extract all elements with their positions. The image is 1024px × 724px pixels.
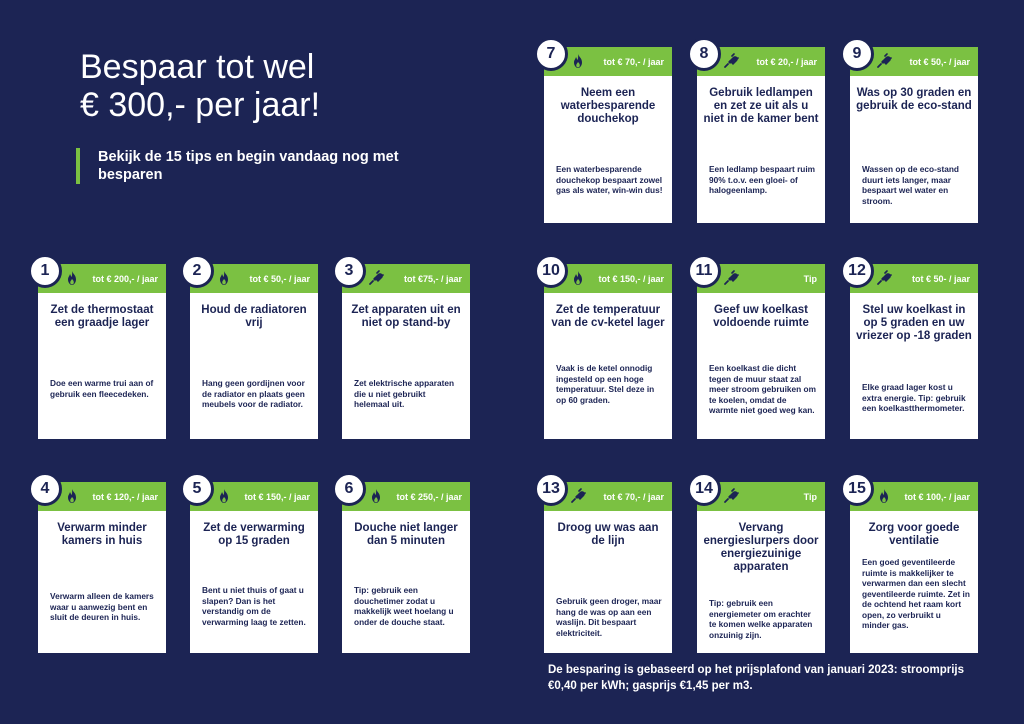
tip-body: Een goed geventileerde ruimte is makkelijker te verwarmen dan een slecht geventileerde ruimte. Zet in de ochtend het raam kort open, zo verbruikt u minder gas. [862,557,970,630]
tip-body: Een waterbesparende douchekop bespaart zowel gas als water, win-win dus! [556,164,663,195]
flame-icon [216,488,232,504]
flame-icon [570,270,586,286]
tip-title: Neem een waterbesparende douchekop [560,87,656,125]
tip-title: Stel uw koelkast in op 5 graden en uw vriezer op -18 graden [856,304,972,342]
savings-tag: tot € 70,- / jaar [603,491,664,502]
savings-tag: tot € 200,- / jaar [92,273,158,284]
tip-body: Een koelkast die dicht tegen de muur staat zal meer stroom gebruiken om te koelen, omdat de warmte niet goed weg kan. [709,363,816,415]
tip-number: 1 [28,254,62,288]
savings-tag: tot € 150,- / jaar [598,273,664,284]
tip-card [697,264,825,439]
tip-number: 13 [534,472,568,506]
tip-body: Verwarm alleen de kamers waar u aanwezig bent en sluit de deuren in huis. [50,591,154,622]
savings-tag: tot € 50,- / jaar [249,273,310,284]
tip-number: 4 [28,472,62,506]
tip-number: 3 [332,254,366,288]
flame-icon [64,270,80,286]
tip-title: Was op 30 graden en gebruik de eco-stand [856,87,972,112]
footnote: De besparing is gebaseerd op het prijsplafond van januari 2023: stroomprijs €0,40 per kWh; gasprijs €1,45 per m3. [548,664,965,692]
subline: Bekijk de 15 tips en begin vandaag nog met besparen [76,148,418,184]
tip-number: 10 [534,254,568,288]
tip-number: 2 [180,254,214,288]
headline: Bespaar tot wel € 300,- per jaar! [80,48,321,124]
flame-icon [368,488,384,504]
tip-body: Vaak is de ketel onnodig ingesteld op een hoge temperatuur. Stel deze in op 60 graden. [556,363,655,405]
savings-tag: Tip [803,273,817,284]
savings-tag: tot €75,- / jaar [403,273,462,284]
savings-tag: tot € 120,- / jaar [92,491,158,502]
tip-card [190,264,318,439]
tip-card [850,482,978,653]
tip-body: Tip: gebruik een energiemeter om erachter te komen welke apparaten onzuinig zijn. [709,598,813,640]
tip-number: 11 [687,254,721,288]
plug-icon [876,53,892,69]
tip-body: Tip: gebruik een douchetimer zodat u makkelijk weet hoelang u onder de douche staat. [354,585,454,627]
tip-body: Wassen op de eco-stand duurt iets langer, maar bespaart wel water en stroom. [862,164,959,206]
tip-title: Zorg voor goede ventilatie [868,522,960,547]
savings-tag: tot € 150,- / jaar [244,491,310,502]
tip-number: 12 [840,254,874,288]
tip-title: Zet de verwarming op 15 graden [203,522,305,547]
savings-tag: tot € 70,- / jaar [603,56,664,67]
tip-card [697,482,825,653]
plug-icon [723,270,739,286]
tip-number: 8 [687,37,721,71]
tip-title: Droog uw was aan de lijn [557,522,659,547]
tip-card [544,482,672,653]
tip-title: Gebruik ledlampen en zet ze uit als u niet in de kamer bent [703,87,819,125]
tip-title: Vervang energieslurpers door energiezuinige apparaten [703,522,819,573]
plug-icon [876,270,892,286]
tip-card [342,482,470,653]
tip-number: 14 [687,472,721,506]
savings-tag: tot € 100,- / jaar [904,491,970,502]
flame-icon [570,53,586,69]
tip-number: 15 [840,472,874,506]
tip-title: Zet de thermostaat een graadje lager [50,304,154,329]
tip-body: Doe een warme trui aan of gebruik een fleecedeken. [50,378,154,399]
tip-body: Hang geen gordijnen voor de radiator en plaats geen meubels voor de radiator. [202,378,305,409]
tip-number: 5 [180,472,214,506]
tip-card [544,47,672,223]
flame-icon [216,270,232,286]
savings-tag: tot € 50,- / jaar [909,56,970,67]
savings-tag: tot € 250,- / jaar [396,491,462,502]
tip-body: Gebruik geen droger, maar hang de was op aan een waslijn. Dit bespaart elektriciteit. [556,596,662,638]
tip-card [544,264,672,439]
tip-number: 6 [332,472,366,506]
plug-icon [723,488,739,504]
tip-card [38,482,166,653]
tip-title: Zet apparaten uit en niet op stand-by [351,304,461,329]
tip-number: 9 [840,37,874,71]
savings-tag: tot € 20,- / jaar [756,56,817,67]
tip-card [190,482,318,653]
tip-title: Geef uw koelkast voldoende ruimte [713,304,809,329]
tip-card [38,264,166,439]
tip-number: 7 [534,37,568,71]
tip-card [850,264,978,439]
tip-body: Bent u niet thuis of gaat u slapen? Dan is het verstandig om de verwarming laag te zetten. [202,585,306,627]
tip-card [342,264,470,439]
tip-title: Douche niet langer dan 5 minuten [354,522,458,547]
flame-icon [876,488,892,504]
tip-title: Verwarm minder kamers in huis [57,522,147,547]
tip-title: Zet de temperatuur van de cv-ketel lager [551,304,665,329]
tip-card [697,47,825,223]
tip-card [850,47,978,223]
plug-icon [570,488,586,504]
plug-icon [723,53,739,69]
tip-body: Zet elektrische apparaten die u niet gebruikt helemaal uit. [354,378,455,409]
flame-icon [64,488,80,504]
tip-body: Een ledlamp bespaart ruim 90% t.o.v. een gloei- of halogeenlamp. [709,164,816,195]
tip-title: Houd de radiatoren vrij [201,304,307,329]
plug-icon [368,270,384,286]
tip-body: Elke graad lager kost u extra energie. Tip: gebruik een koelkastthermometer. [862,382,966,413]
savings-tag: Tip [803,491,817,502]
savings-tag: tot € 50- / jaar [911,273,970,284]
